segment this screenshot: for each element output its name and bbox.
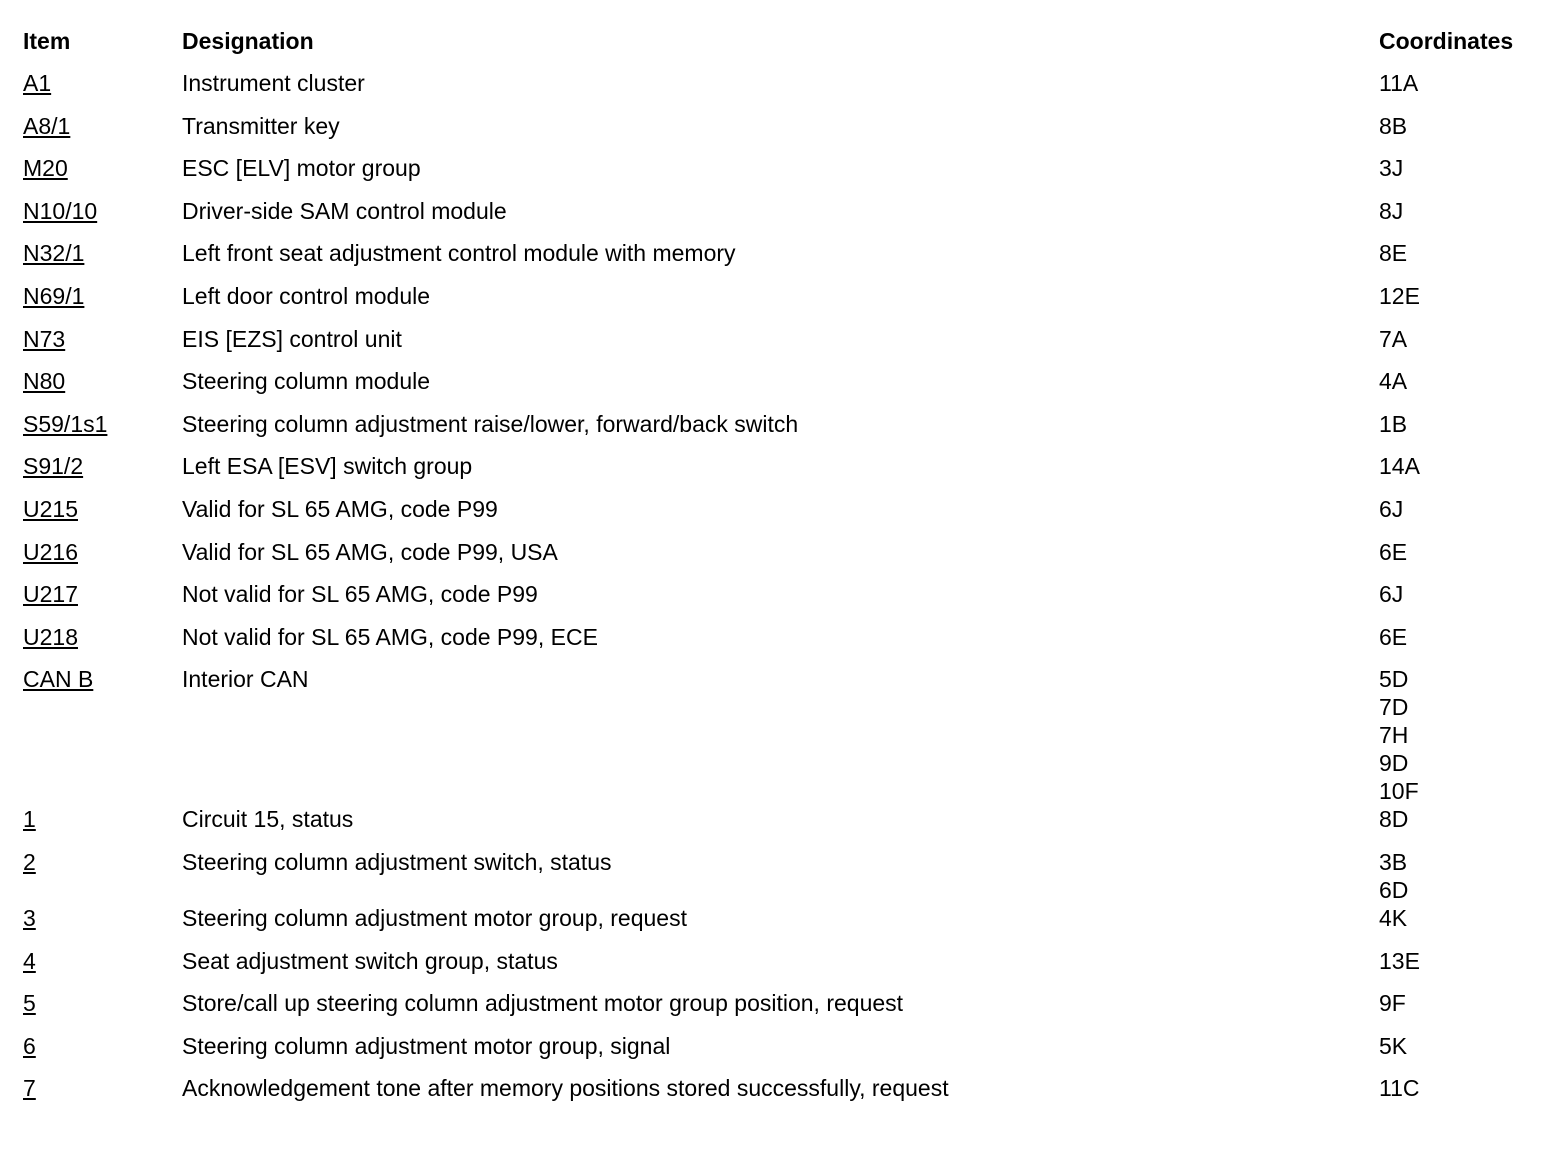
item-link[interactable]: M20 — [23, 155, 68, 182]
designation-cell: Left ESA [ESV] switch group — [182, 453, 473, 480]
coordinates-cell — [1379, 112, 1543, 140]
item-cell — [23, 154, 182, 182]
item-link[interactable]: N10/10 — [23, 197, 98, 224]
coordinate-value: 5K — [1379, 1032, 1408, 1059]
item-cell — [23, 325, 182, 353]
coordinate-value: 8B — [1379, 112, 1408, 139]
item-cell — [23, 367, 182, 395]
item-link[interactable]: A8/1 — [23, 112, 71, 139]
coordinate-value: 6J — [1379, 581, 1404, 608]
item-cell — [23, 904, 182, 932]
item-link[interactable]: 3 — [23, 904, 36, 931]
item-link[interactable]: 2 — [23, 848, 36, 875]
coordinates-cell — [1379, 580, 1543, 608]
coordinate-value: 6J — [1379, 495, 1404, 522]
item-cell — [23, 805, 182, 833]
item-link[interactable]: 6 — [23, 1032, 36, 1059]
item-cell — [23, 112, 182, 140]
item-link[interactable]: S91/2 — [23, 453, 84, 480]
item-cell — [23, 452, 182, 480]
designation-cell: Steering column adjustment motor group, request — [182, 904, 687, 931]
table-row — [23, 452, 1543, 495]
item-link[interactable]: N32/1 — [23, 240, 85, 267]
coordinate-value: 1B — [1379, 410, 1408, 437]
item-link[interactable]: S59/1s1 — [23, 410, 108, 437]
item-cell — [23, 538, 182, 566]
coordinates-cell — [1379, 665, 1543, 805]
coordinates-cell — [1379, 538, 1543, 566]
designation-cell: Steering column adjustment motor group, signal — [182, 1032, 671, 1059]
coordinates-cell — [1379, 410, 1543, 438]
table-row — [23, 947, 1543, 990]
table-row — [23, 848, 1543, 904]
coordinates-cell — [1379, 805, 1543, 833]
coordinates-cell — [1379, 239, 1543, 267]
designation-cell: Steering column module — [182, 368, 431, 395]
table-row — [23, 580, 1543, 623]
designation-cell: EIS [EZS] control unit — [182, 325, 402, 352]
item-link[interactable]: N80 — [23, 368, 66, 395]
table-row — [23, 197, 1543, 240]
item-cell — [23, 989, 182, 1017]
table-row — [23, 282, 1543, 325]
designation-cell: Left door control module — [182, 282, 431, 309]
designation-cell: Left front seat adjustment control module with memory — [182, 240, 736, 267]
item-link[interactable]: U216 — [23, 538, 78, 565]
coordinate-value: 11C — [1379, 1075, 1420, 1102]
coordinates-cell — [1379, 989, 1543, 1017]
designation-cell: Store/call up steering column adjustment motor group position, request — [182, 990, 904, 1017]
item-link[interactable]: N73 — [23, 325, 66, 352]
coordinate-value: 7D — [1379, 694, 1409, 721]
item-link[interactable]: N69/1 — [23, 282, 85, 309]
item-cell — [23, 1032, 182, 1060]
coordinates-cell — [1379, 848, 1543, 904]
table-row — [23, 665, 1543, 805]
designation-cell: Steering column adjustment switch, status — [182, 848, 612, 875]
table-row — [23, 495, 1543, 538]
coordinates-cell — [1379, 367, 1543, 395]
item-link[interactable]: U215 — [23, 495, 78, 522]
table-row — [23, 154, 1543, 197]
designation-cell: Steering column adjustment raise/lower, forward/back switch — [182, 410, 799, 437]
coordinate-value: 6E — [1379, 623, 1408, 650]
coordinates-cell — [1379, 282, 1543, 310]
coordinate-value: 8E — [1379, 240, 1408, 267]
table-row — [23, 1032, 1543, 1075]
coordinate-value: 8D — [1379, 806, 1409, 833]
designation-cell: Transmitter key — [182, 112, 340, 139]
coordinates-cell — [1379, 947, 1543, 975]
header-coordinates: Coordinates — [1379, 28, 1514, 54]
table-row — [23, 904, 1543, 947]
table-row — [23, 805, 1543, 848]
item-link[interactable]: U218 — [23, 623, 78, 650]
coordinate-value: 6E — [1379, 538, 1408, 565]
coordinates-cell — [1379, 1032, 1543, 1060]
coordinate-value: 3J — [1379, 155, 1404, 182]
item-cell — [23, 1074, 182, 1102]
coordinate-value: 8J — [1379, 197, 1404, 224]
coordinate-value: 4K — [1379, 904, 1408, 931]
coordinates-cell — [1379, 197, 1543, 225]
coordinate-value: 7A — [1379, 325, 1408, 352]
item-link[interactable]: U217 — [23, 581, 78, 608]
designation-cell: Interior CAN — [182, 666, 309, 693]
table-row — [23, 112, 1543, 155]
designation-cell: Seat adjustment switch group, status — [182, 947, 558, 974]
coordinates-cell — [1379, 452, 1543, 480]
item-cell — [23, 69, 182, 97]
item-cell — [23, 623, 182, 651]
designation-cell: Valid for SL 65 AMG, code P99 — [182, 495, 498, 522]
coordinates-cell — [1379, 325, 1543, 353]
designation-cell: Not valid for SL 65 AMG, code P99 — [182, 581, 538, 608]
item-cell — [23, 239, 182, 267]
coordinate-value: 14A — [1379, 453, 1420, 480]
item-cell — [23, 282, 182, 310]
table-row — [23, 1074, 1543, 1117]
header-item: Item — [23, 28, 71, 54]
coordinate-value: 7H — [1379, 722, 1409, 749]
item-cell — [23, 495, 182, 523]
table-row — [23, 69, 1543, 112]
coordinate-value: 13E — [1379, 947, 1420, 974]
coordinate-value: 5D — [1379, 666, 1409, 693]
item-cell — [23, 410, 182, 438]
item-link[interactable]: 1 — [23, 806, 36, 833]
coordinate-value: 9D — [1379, 750, 1409, 777]
table-row — [23, 538, 1543, 581]
item-link[interactable]: 4 — [23, 947, 36, 974]
item-cell — [23, 580, 182, 608]
designation-cell: Circuit 15, status — [182, 806, 354, 833]
coordinates-cell — [1379, 495, 1543, 523]
item-link[interactable]: 5 — [23, 990, 36, 1017]
coordinates-cell — [1379, 69, 1543, 97]
item-cell — [23, 665, 182, 693]
coordinate-value: 12E — [1379, 282, 1420, 309]
designation-cell: Acknowledgement tone after memory positions stored successfully, request — [182, 1075, 949, 1102]
coordinate-value: 6D — [1379, 876, 1409, 903]
item-link[interactable]: 7 — [23, 1075, 36, 1102]
coordinate-value: 11A — [1379, 70, 1419, 96]
header-designation: Designation — [182, 28, 314, 54]
legend-table — [23, 27, 1543, 1117]
item-cell — [23, 947, 182, 975]
table-header — [23, 27, 1543, 69]
coordinate-value: 9F — [1379, 990, 1406, 1017]
item-cell — [23, 197, 182, 225]
coordinate-value: 3B — [1379, 848, 1408, 875]
table-row — [23, 325, 1543, 368]
table-row — [23, 623, 1543, 666]
item-link[interactable]: CAN B — [23, 666, 94, 693]
designation-cell: Driver-side SAM control module — [182, 197, 507, 224]
table-row — [23, 239, 1543, 282]
table-row — [23, 367, 1543, 410]
designation-cell: Valid for SL 65 AMG, code P99, USA — [182, 538, 558, 565]
item-link[interactable]: A1 — [23, 70, 52, 96]
designation-cell: ESC [ELV] motor group — [182, 155, 421, 182]
designation-cell: Instrument cluster — [182, 70, 365, 96]
designation-cell: Not valid for SL 65 AMG, code P99, ECE — [182, 623, 598, 650]
table-body — [23, 69, 1543, 1117]
coordinate-value: 10F — [1379, 778, 1419, 805]
coordinates-cell — [1379, 904, 1543, 932]
table-row — [23, 989, 1543, 1032]
coordinates-cell — [1379, 154, 1543, 182]
coordinates-cell — [1379, 623, 1543, 651]
item-cell — [23, 848, 182, 876]
table-row — [23, 410, 1543, 453]
coordinates-cell — [1379, 1074, 1543, 1102]
coordinate-value: 4A — [1379, 368, 1408, 395]
